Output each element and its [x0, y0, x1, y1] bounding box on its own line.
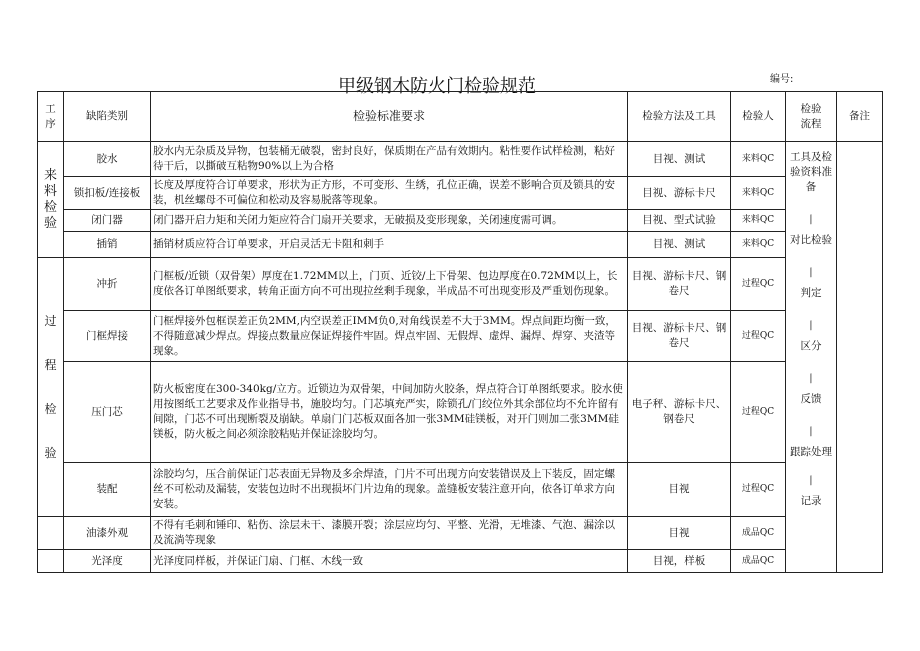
flow-connector: 丨 [805, 320, 817, 332]
flow-step: 工具及检验资料准备 [790, 151, 832, 193]
flow-connector: 丨 [805, 426, 817, 438]
header-process: 工 序 [38, 92, 64, 142]
requirement-cell: 插销材质应符合订单要求，开启灵活无卡阻和刺手 [151, 232, 628, 258]
header-requirement: 检验标准要求 [151, 92, 628, 142]
inspector-cell: 来料QC [731, 232, 786, 258]
requirement-cell: 涂胶均匀，压合前保证门芯表面无异物及多余焊渣，门片不可出现方向安装错误及上下装反，固定螺丝不可松动及漏装，安装包边时不出现损坏门片边角的现象。盖缝板安装注意开向，依各订单求方向安装。 [151, 463, 628, 517]
method-cell: 目视 [628, 517, 731, 550]
flow-connector: 丨 [805, 373, 817, 385]
defect-cell: 装配 [64, 463, 151, 517]
method-cell: 目视、测试 [628, 142, 731, 177]
group-empty [38, 550, 64, 573]
requirement-cell: 不得有毛刺和锤印、粘伤、涂层未干、漆膜开裂；涂层应均匀、平整、光滑，无堆漆、气泡、漏涂以及流淌等现象 [151, 517, 628, 550]
header-method: 检验方法及工具 [628, 92, 731, 142]
group-incoming: 来 料 检 验 [38, 142, 64, 258]
header-inspector: 检验人 [731, 92, 786, 142]
group-empty [38, 517, 64, 550]
flow-step: 反馈 [800, 393, 822, 405]
flow-connector: 丨 [805, 267, 817, 279]
method-cell: 目视、游标卡尺、钢卷尺 [628, 311, 731, 362]
requirement-cell: 门框焊接外包框误差正负2MM,内空误差正IMM负0,对角线误差不大于3MM。焊点间距均衡一致，不得随意减少焊点。焊接点数量应保证焊接件牢固。焊点牢固、无假焊、虚焊、漏焊、焊穿、夹渣等现象。 [151, 311, 628, 362]
inspector-cell: 成品QC [731, 517, 786, 550]
table-row [38, 177, 883, 210]
page-title: 甲级钢木防火门检验规范 [338, 76, 536, 97]
header-flow: 检验 流程 [786, 92, 837, 142]
table-row [38, 210, 883, 232]
method-cell: 目视、测试 [628, 232, 731, 258]
table-row [38, 550, 883, 573]
flow-step: 记录 [800, 495, 822, 507]
defect-cell: 冲折 [64, 258, 151, 311]
header-row [38, 92, 883, 142]
method-cell: 目视、型式试验 [628, 210, 731, 232]
inspector-cell: 来料QC [731, 210, 786, 232]
defect-cell: 压门芯 [64, 362, 151, 463]
remark-cell [837, 142, 883, 573]
flow-cell [786, 142, 837, 573]
table-row [38, 362, 883, 463]
requirement-cell: 胶水内无杂质及异物，包装桶无破裂，密封良好，保质期在产品有效期内。粘性要作试样检测，粘好待干后，以撕破互粘物90%以上为合格 [151, 142, 628, 177]
requirement-cell: 长度及厚度符合订单要求，形状为正方形，不可变形、生绣，孔位正确，误差不影响合页及锁具的安装，机丝螺母不可偏位和松动及容易脱落等现象。 [151, 177, 628, 210]
requirement-cell: 门框板/近锁（双骨架）厚度在1.72MM以上，门页、近铰/上下骨架、包边厚度在0.72MM以上，长度依各订单图纸要求，转角正面方向不可出现拉丝剩手现象，半成品不可出现变形及严重划伤现象。 [151, 258, 628, 311]
flow-step: 判定 [800, 287, 822, 299]
table-row [38, 517, 883, 550]
inspector-cell: 来料QC [731, 142, 786, 177]
flow-step: 区分 [800, 340, 822, 352]
requirement-cell: 防火板密度在300-340kg/立方。近锁边为双骨架，中间加防火胶条，焊点符合订单图纸要求。胶水使用按图纸工艺要求及作业指导书，施胶均匀。门芯填充严实，除锁孔/门绞位外其余部位均不允许留有间隙，门芯不可出现断裂及崩缺。单扇门门芯板双面各加一张3MM硅镁板，对开门则加二张3MM硅镁板，防火板之间必须涂胶粘贴并保证涂胶均匀。 [151, 362, 628, 463]
defect-cell: 锁扣板/连接板 [64, 177, 151, 210]
inspector-cell: 过程QC [731, 258, 786, 311]
method-cell: 目视，样板 [628, 550, 731, 573]
requirement-cell: 光泽度同样板，并保证门扇、门框、木线一致 [151, 550, 628, 573]
defect-cell: 门框焊接 [64, 311, 151, 362]
inspector-cell: 成品QC [731, 550, 786, 573]
flow-connector: 丨 [805, 214, 817, 226]
flow-step: 跟踪处理 [790, 446, 832, 458]
inspector-cell: 来料QC [731, 177, 786, 210]
method-cell: 目视 [628, 463, 731, 517]
inspector-cell: 过程QC [731, 362, 786, 463]
doc-number-label: 编号: [770, 74, 794, 85]
defect-cell: 光泽度 [64, 550, 151, 573]
table-row [38, 232, 883, 258]
defect-cell: 油漆外观 [64, 517, 151, 550]
requirement-cell: 闭门器开启力矩和关闭力矩应符合门扇开关要求，无破损及变形现象，关闭速度需可调。 [151, 210, 628, 232]
inspector-cell: 过程QC [731, 311, 786, 362]
flow-connector: 丨 [805, 475, 817, 487]
inspection-table [37, 91, 883, 573]
method-cell: 目视、游标卡尺 [628, 177, 731, 210]
group-process: 过 程 检 验 [38, 258, 64, 517]
table-row [38, 463, 883, 517]
flow-step: 对比检验 [790, 234, 832, 246]
defect-cell: 胶水 [64, 142, 151, 177]
method-cell: 电子秤、游标卡尺、钢卷尺 [628, 362, 731, 463]
header-defect: 缺陷类别 [64, 92, 151, 142]
table-row [38, 142, 883, 177]
method-cell: 目视、游标卡尺、钢卷尺 [628, 258, 731, 311]
table-row [38, 258, 883, 311]
defect-cell: 插销 [64, 232, 151, 258]
table-row [38, 311, 883, 362]
inspector-cell: 过程QC [731, 463, 786, 517]
defect-cell: 闭门器 [64, 210, 151, 232]
header-remark: 备注 [837, 92, 883, 142]
